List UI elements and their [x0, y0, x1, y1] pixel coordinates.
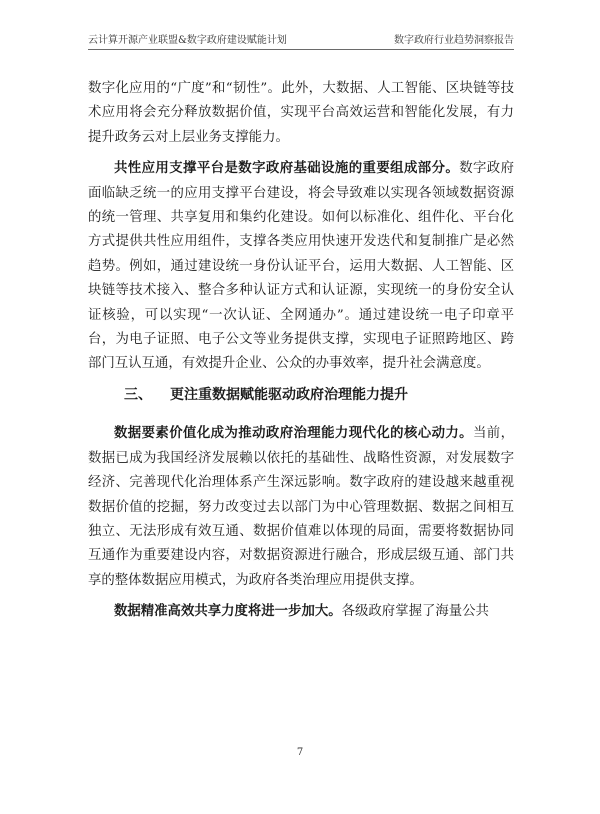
paragraph-4: [88, 599, 514, 624]
paragraph-4-lead: 数据精准高效共享力度将进一步加大。: [114, 603, 342, 620]
paragraph-3-body: 当前，数据已成为我国经济发展赖以依托的基础性、战略性资源，对发展数字经济、完善现代化治理体系产生深远影响。数字政府的建设越来越重视数据价值的挖掘，努力改变过去以部门为中心管理数据、数据之间相互独立、无法形成有效互通、数据价值难以体现的局面，需要将数据协同互通作为重要建设内容，对数据资源进行融合，形成层级互通、部门共享的整体数据应用模式，为政府各类治理应用提供支撑。: [88, 426, 515, 588]
section-number: 三、: [124, 386, 152, 403]
header-left-title: 云计算开源产业联盟&数字政府建设赋能计划: [88, 35, 287, 46]
paragraph-2: [88, 156, 514, 377]
paragraph-2-body: 数字政府面临缺乏统一的应用支撑平台建设，将会导致难以实现各领域数据资源的统一管理、共享复用和集约化建设。如何以标准化、组件化、平台化方式提供共性应用组件，支撑各类应用快速开发迭代和复制推广是必然趋势。例如，通过建设统一身份认证平台，运用大数据、人工智能、区块链等技术接入、整合多种认证方式和认证源，实现统一的身份安全认证核验，可以实现“一次认证、全网通办”。通过建设统一电子印章平台，为电子证照、电子公文等业务提供支撑，实现电子证照跨地区、跨部门互认互通，有效提升企业、公众的办事效率，提升社会满意度。: [88, 161, 515, 372]
paragraph-2-lead: 共性应用支撑平台是数字政府基础设施的重要组成部分。: [114, 160, 460, 177]
section-title: 更注重数据赋能驱动政府治理能力提升: [170, 386, 408, 403]
paragraph-4-body: 各级政府掌握了海量公共: [341, 604, 489, 620]
paragraph-1: 数字化应用的“广度”和“韧性”。此外，大数据、人工智能、区块链等技术应用将会充分释放数据价值，实现平台高效运营和智能化发展，有力提升政务云对上层业务支撑能力。: [88, 81, 514, 145]
page-number: 7: [296, 747, 304, 758]
paragraph-3: [88, 421, 514, 593]
header-right-title: 数字政府行业趋势洞察报告: [394, 35, 514, 46]
page-header: [88, 30, 514, 50]
section-heading: [88, 383, 514, 407]
document-body: [88, 77, 514, 631]
paragraph-3-lead: 数据要素价值化成为推动政府治理能力现代化的核心动力。: [114, 425, 473, 442]
